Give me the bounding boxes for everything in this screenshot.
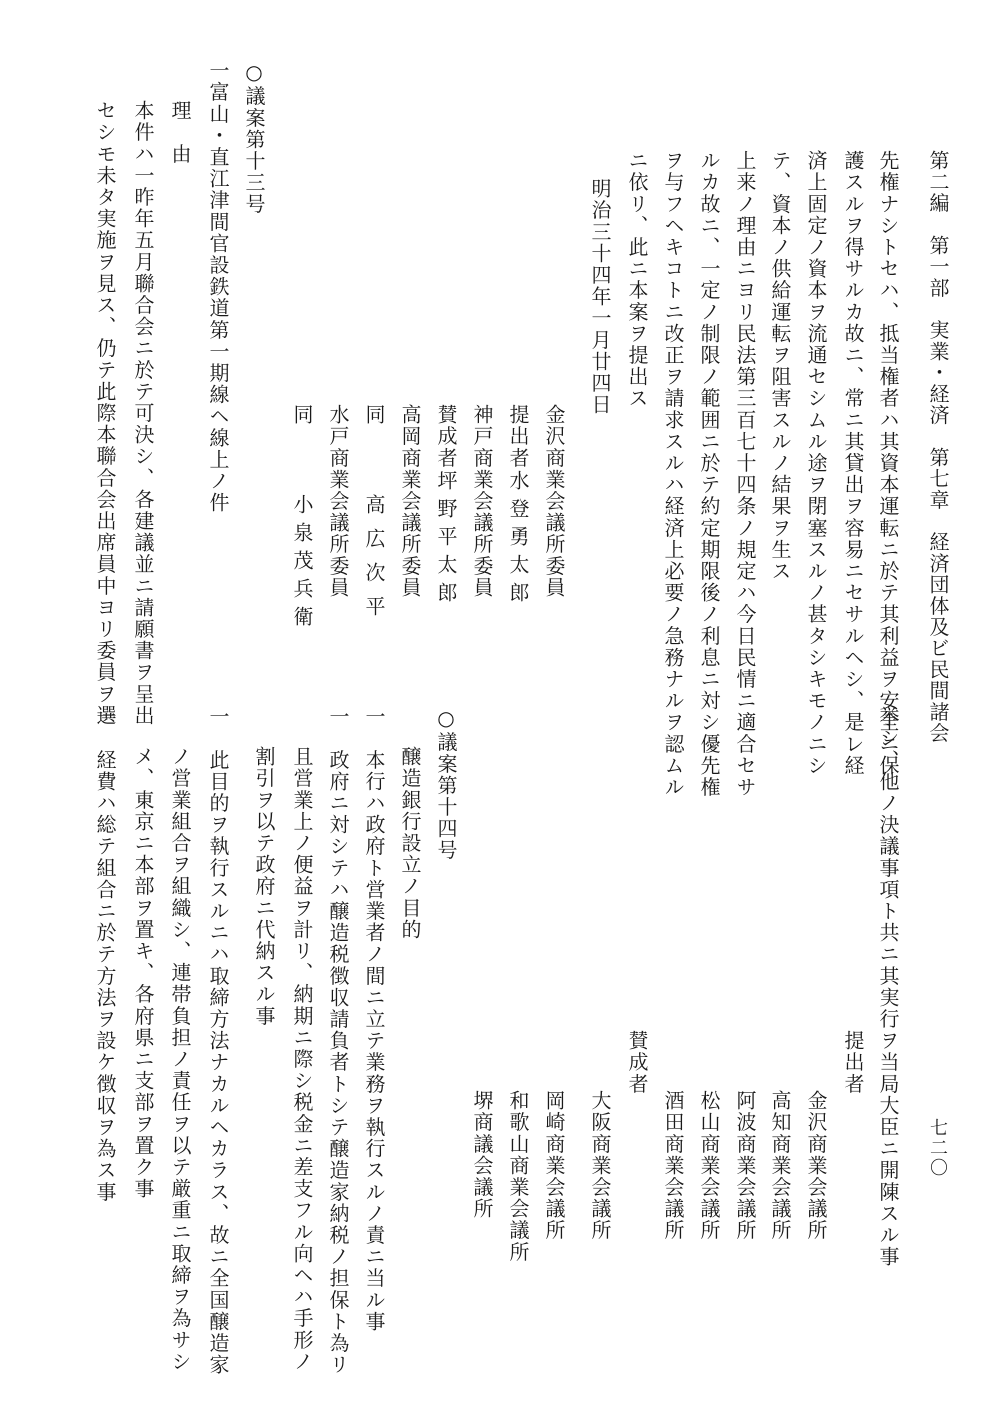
supporter-3: 和歌山商業会議所 — [506, 1090, 530, 1263]
bill-14-item-3: 一 此目的ヲ執行スルニハ取締方法ナカルヘカラス、故ニ全国醸造家 — [206, 706, 230, 1376]
bill-14-item-2: 一 政府ニ対シテハ醸造税徴収請負者トシテ醸造家納税ノ担保ト為リ — [326, 706, 350, 1376]
submission-date: 明治三十四年一月廿四日 — [588, 178, 612, 416]
proposer-5: 酒田商業会議所 — [661, 1090, 685, 1242]
bill-13-subject: 一富山・直江津間官設鉄道第一期線ヘ線上ノ件 — [206, 60, 230, 514]
body-line-4: テ、資本ノ供給運転ヲ阻害スルノ結果ヲ生ス — [768, 150, 792, 582]
signer-role-2: 賛成者 — [434, 404, 458, 469]
signer-affiliation-2: 神戸商業会議所委員 — [470, 404, 494, 599]
proposer-label: 提出者 — [841, 1030, 865, 1095]
bill-13-reason-line-2: セシモ未タ実施ヲ見ス、仍テ此際本聯合会出席員中ヨリ委員ヲ選 — [93, 100, 117, 727]
body-line-5: 上来ノ理由ニヨリ民法第三百七十四条ノ規定ハ今日民情ニ適合セサ — [733, 150, 757, 798]
bill-14-item-3-cont-2: メ、東京ニ本部ヲ置キ、各府県ニ支部ヲ置ク事 — [131, 746, 155, 1200]
signer-name-3: 高広次平 — [362, 494, 386, 630]
bill-14-item-2-cont-1: 且営業上ノ便益ヲ計リ、納期ニ際シ税金ニ差支フル向ヘハ手形ノ — [290, 746, 314, 1373]
bill-14-item-1: 一 本行ハ政府ト営業者ノ間ニ立テ業務ヲ執行スルノ責ニ当ル事 — [362, 706, 386, 1333]
bill-13-reason-line-1: 本件ハ一昨年五月聯合会ニ於テ可決シ、各建議並ニ請願書ヲ呈出 — [131, 100, 155, 727]
signer-affiliation-1: 金沢商業会議所委員 — [542, 404, 566, 599]
signer-name-2: 坪野平太郎 — [434, 470, 458, 610]
supporter-label: 賛成者 — [625, 1030, 649, 1095]
proposer-3: 阿波商業会議所 — [733, 1090, 757, 1242]
signer-role-1: 提出者 — [506, 404, 530, 469]
body-line-7: ヲ与フヘキコトニ改正ヲ請求スルハ経済上必要ノ急務ナルヲ認ムル — [661, 150, 685, 798]
bill-14-item-3-cont-1: ノ営業組合ヲ組織シ、連帯負担ノ責任ヲ以テ厳重ニ取締ヲ為サシ — [168, 746, 192, 1373]
proposer-4: 松山商業会議所 — [697, 1090, 721, 1242]
signer-name-1: 水登勇太郎 — [506, 470, 530, 610]
bill-13-heading: ○議案第十三号 — [242, 60, 266, 216]
body-line-8: ニ依リ、此ニ本案ヲ提出ス — [625, 150, 649, 410]
signer-name-4: 小泉茂兵衛 — [290, 494, 314, 634]
supporter-4: 堺商議会議所 — [470, 1090, 494, 1220]
signer-affiliation-3: 高岡商業会議所委員 — [398, 404, 422, 599]
bill-14-heading: ○議案第十四号 — [434, 706, 458, 862]
continuation-line: 挙シ、他ノ決議事項ト共ニ其実行ヲ当局大臣ニ開陳スル事 — [876, 706, 900, 1268]
body-line-3: 済上固定ノ資本ヲ流通セシムル途ヲ閉塞スルノ甚タシキモノニシ — [804, 150, 828, 777]
page-number: 七二〇 — [927, 1118, 948, 1178]
signer-affiliation-4: 水戸商業会議所委員 — [326, 404, 350, 599]
body-line-1: 先権ナシトセハ、抵当権者ハ其資本運転ニ於テ其利益ヲ安全ニ保 — [876, 150, 900, 777]
bill-14-item-4: 一 経費ハ総テ組合ニ於テ方法ヲ設ケ徴収ヲ為ス事 — [93, 706, 117, 1203]
supporter-2: 岡崎商業会議所 — [542, 1090, 566, 1242]
body-line-2: 護スルヲ得サルカ故ニ、常ニ其貸出ヲ容易ニセサルヘシ、是レ経 — [841, 150, 865, 777]
signer-role-3: 同 — [362, 404, 386, 426]
proposer-1: 金沢商業会議所 — [804, 1090, 828, 1242]
body-line-6: ルカ故ニ、一定ノ制限ノ範囲ニ於テ約定期限後ノ利息ニ対シ優先権 — [697, 150, 721, 798]
bill-14-item-2-cont-2: 割引ヲ以テ政府ニ代納スル事 — [252, 746, 276, 1027]
running-title: 第二編 第一部 実業・経済 第七章 経済団体及ビ民間諸会 — [926, 150, 950, 744]
proposer-2: 高知商業会議所 — [768, 1090, 792, 1242]
signer-role-4: 同 — [290, 404, 314, 426]
bill-14-title: 醸造銀行設立ノ目的 — [398, 746, 422, 941]
bill-13-reason-label: 理 由 — [168, 100, 192, 165]
supporter-1: 大阪商業会議所 — [588, 1090, 612, 1242]
